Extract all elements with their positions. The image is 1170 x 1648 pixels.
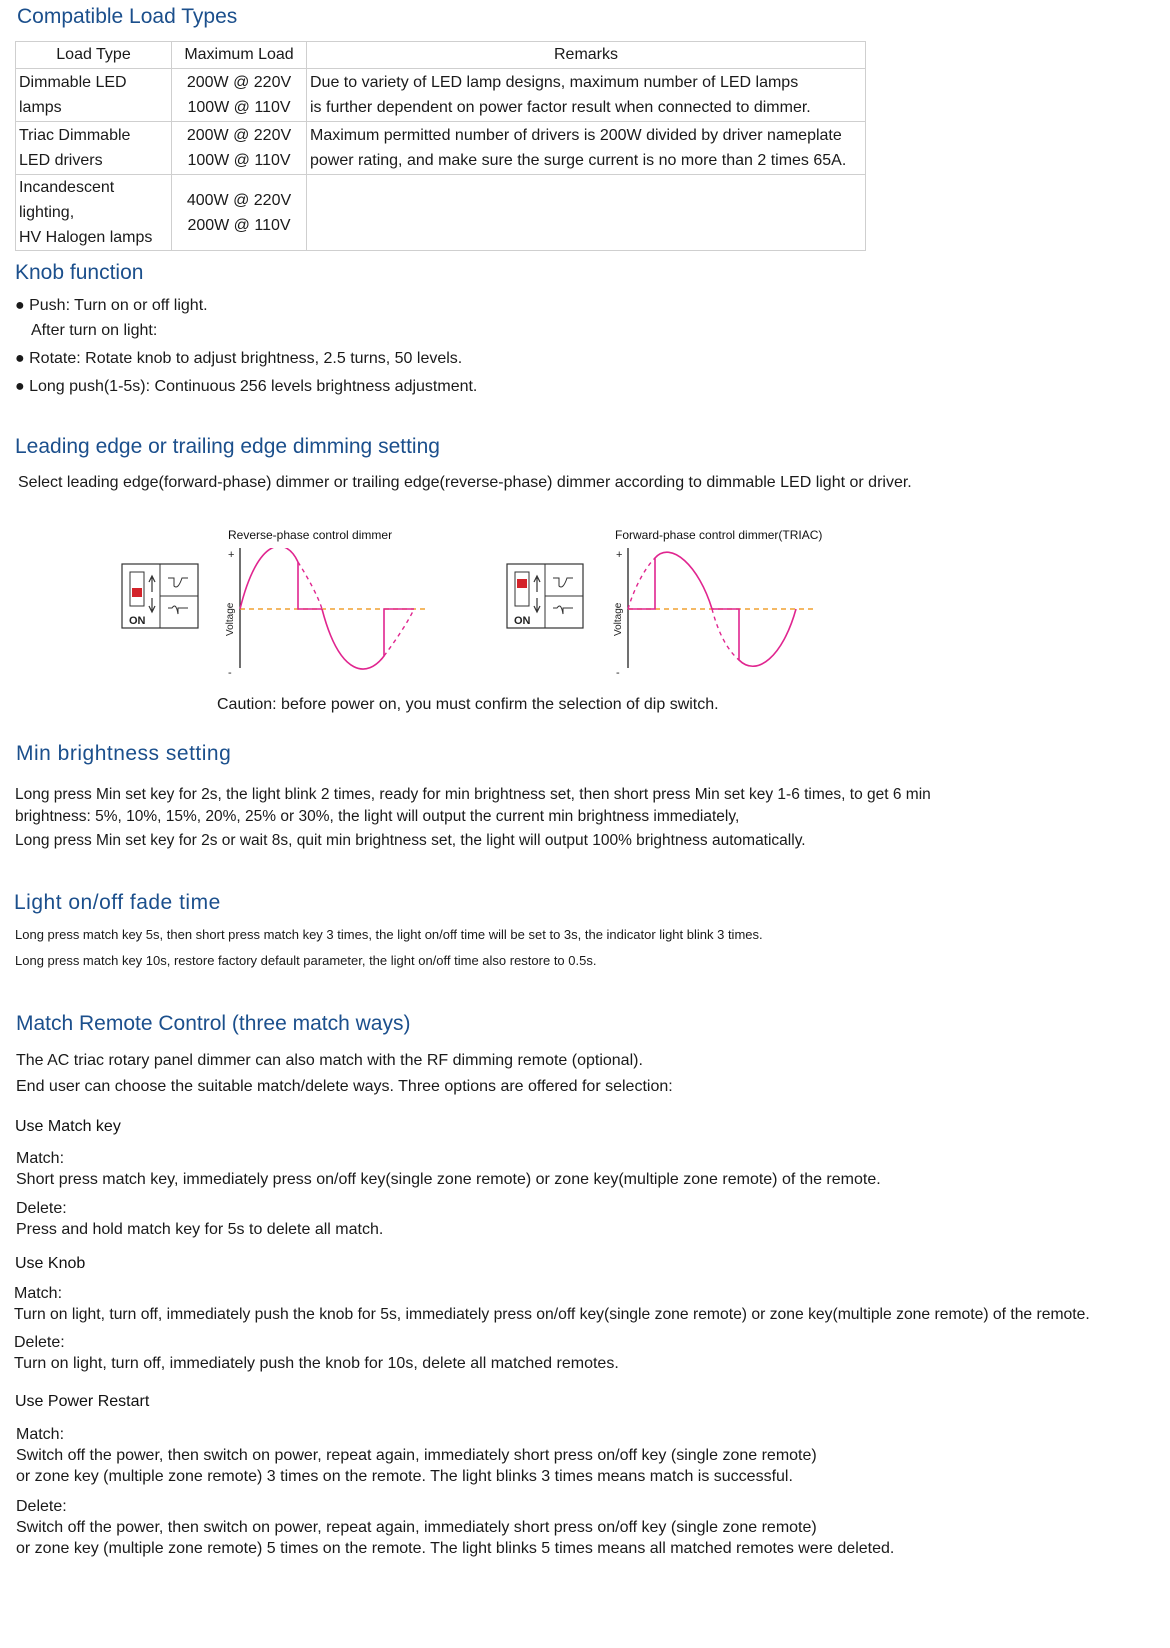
- table-header-row: [16, 42, 866, 69]
- table-row: [16, 122, 866, 175]
- delete-text: Press and hold match key for 5s to delete all match.: [16, 1221, 384, 1238]
- min-brightness-line: brightness: 5%, 10%, 15%, 20%, 25% or 30%, the light will output the current min brightness immediately,: [15, 808, 740, 825]
- remote-intro-line: The AC triac rotary panel dimmer can also match with the RF dimming remote (optional).: [16, 1052, 643, 1069]
- min-brightness-line: Long press Min set key for 2s, the light blink 2 times, ready for min brightness set, then short press Min set key 1-6 times, to get 6 min: [15, 786, 931, 803]
- switch-on-label: ON: [514, 615, 531, 627]
- remarks-cell: Maximum permitted number of drivers is 200W divided by driver nameplate power rating, and make sure the surge current is no more than 2 times 65A.: [307, 122, 866, 175]
- match-text: or zone key (multiple zone remote) 3 times on the remote. The light blinks 3 times means match is successful.: [16, 1468, 793, 1485]
- knob-line: ● Long push(1-5s): Continuous 256 levels brightness adjustment.: [15, 378, 478, 395]
- section-heading-knob: Knob function: [15, 261, 144, 284]
- match-label: Match:: [16, 1150, 65, 1167]
- match-label: Match:: [14, 1285, 63, 1302]
- match-text: Short press match key, immediately press on/off key(single zone remote) or zone key(multiple zone remote) of the remote.: [16, 1171, 881, 1188]
- knob-line: ● Rotate: Rotate knob to adjust brightness, 2.5 turns, 50 levels.: [15, 350, 463, 367]
- reverse-phase-title: Reverse-phase control dimmer: [228, 528, 393, 542]
- min-brightness-line: Long press Min set key for 2s or wait 8s, quit min brightness set, the light will output 100% brightness automatically.: [15, 832, 806, 849]
- fade-line: Long press match key 5s, then short press match key 3 times, the light on/off time will be set to 3s, the indicator light blink 3 times.: [15, 927, 763, 942]
- section-heading-edge: Leading edge or trailing edge dimming setting: [15, 435, 440, 458]
- voltage-axis-label: Voltage: [613, 602, 624, 636]
- delete-label: Delete:: [14, 1334, 65, 1351]
- remote-intro-line: End user can choose the suitable match/delete ways. Three options are offered for selection:: [16, 1078, 673, 1095]
- max-load-cell: 200W @ 220V 100W @ 110V: [172, 122, 307, 175]
- section-heading-load-types: Compatible Load Types: [17, 5, 238, 28]
- edge-intro: Select leading edge(forward-phase) dimmer or trailing edge(reverse-phase) dimmer according to dimmable LED light or driver.: [18, 474, 912, 491]
- delete-text: Turn on light, turn off, immediately push the knob for 10s, delete all matched remotes.: [14, 1355, 619, 1372]
- use-power-restart-title: Use Power Restart: [15, 1393, 150, 1410]
- use-match-key-title: Use Match key: [15, 1118, 121, 1135]
- axis-plus: +: [616, 549, 623, 561]
- dip-switch-icon: [507, 564, 583, 628]
- knob-line: ● Push: Turn on or off light.: [15, 297, 208, 314]
- delete-label: Delete:: [16, 1498, 67, 1515]
- column-header: Remarks: [307, 42, 866, 69]
- load-types-table: [15, 41, 866, 251]
- axis-plus: +: [228, 549, 235, 561]
- match-text: Turn on light, turn off, immediately push the knob for 5s, immediately press on/off key(single zone remote) or zone key(multiple zone remote) of the remote.: [14, 1306, 1090, 1323]
- table-row: [16, 175, 866, 251]
- max-load-cell: 200W @ 220V 100W @ 110V: [172, 69, 307, 122]
- column-header: Maximum Load: [172, 42, 307, 69]
- load-type-cell: Incandescent lighting, HV Halogen lamps: [16, 175, 172, 251]
- fade-line: Long press match key 10s, restore factory default parameter, the light on/off time also restore to 0.5s.: [15, 953, 597, 968]
- section-heading-match-remote: Match Remote Control (three match ways): [16, 1012, 411, 1035]
- delete-text: or zone key (multiple zone remote) 5 times on the remote. The light blinks 5 times means all matched remotes were deleted.: [16, 1540, 895, 1557]
- axis-minus: -: [228, 667, 232, 679]
- load-type-cell: Dimmable LED lamps: [16, 69, 172, 122]
- section-heading-min-brightness: Min brightness setting: [16, 742, 232, 765]
- voltage-axis-label: Voltage: [225, 602, 236, 636]
- match-label: Match:: [16, 1426, 65, 1443]
- load-type-cell: Triac Dimmable LED drivers: [16, 122, 172, 175]
- remarks-cell: [307, 175, 866, 251]
- forward-phase-title: Forward-phase control dimmer(TRIAC): [615, 528, 823, 542]
- dip-switch-icon: [122, 564, 198, 628]
- reverse-phase-diagram: [118, 548, 448, 688]
- table-row: [16, 69, 866, 122]
- max-load-cell: 400W @ 220V 200W @ 110V: [172, 175, 307, 251]
- column-header: Load Type: [16, 42, 172, 69]
- use-knob-title: Use Knob: [15, 1255, 86, 1272]
- switch-on-label: ON: [129, 615, 146, 627]
- delete-label: Delete:: [16, 1200, 67, 1217]
- forward-phase-diagram: [503, 548, 833, 688]
- delete-text: Switch off the power, then switch on power, repeat again, immediately short press on/off key (single zone remote): [16, 1519, 817, 1536]
- dip-switch-caution: Caution: before power on, you must confirm the selection of dip switch.: [217, 696, 719, 713]
- axis-minus: -: [616, 667, 620, 679]
- knob-line: After turn on light:: [31, 322, 158, 339]
- section-heading-fade-time: Light on/off fade time: [14, 891, 221, 914]
- remarks-cell: Due to variety of LED lamp designs, maximum number of LED lamps is further dependent on power factor result when connected to dimmer.: [307, 69, 866, 122]
- match-text: Switch off the power, then switch on power, repeat again, immediately short press on/off key (single zone remote): [16, 1447, 817, 1464]
